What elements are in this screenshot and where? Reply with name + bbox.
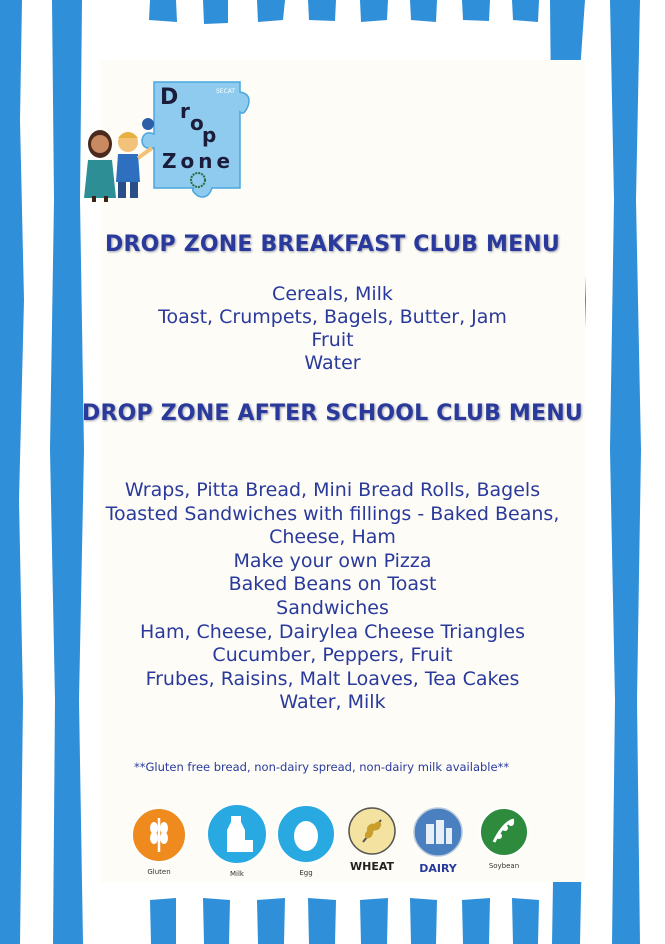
allergen-milk — [205, 802, 269, 878]
allergen-label: Soybean — [488, 862, 520, 870]
list-item: Sandwiches — [276, 596, 389, 619]
after-school-heading: DROP ZONE AFTER SCHOOL CLUB MENU — [82, 401, 583, 426]
secat-badge: SECAT — [216, 88, 236, 95]
wheat-icon — [347, 806, 397, 856]
svg-text:p: p — [202, 123, 217, 147]
list-item: Cereals, Milk — [272, 283, 393, 305]
list-item: Frubes, Raisins, Malt Loaves, Tea Cakes — [145, 667, 520, 690]
wheat-icon — [130, 806, 188, 864]
allergen-gluten — [130, 806, 188, 876]
allergen-egg — [275, 803, 337, 877]
list-item: Water, Milk — [279, 691, 386, 714]
list-item: Toasted Sandwiches with fillings - Baked Beans, — [105, 502, 560, 525]
milk-bottle-icon — [205, 802, 269, 866]
breakfast-menu-list — [0, 283, 665, 375]
allergen-label: WHEAT — [349, 860, 395, 873]
list-item: Cheese, Ham — [269, 526, 396, 549]
list-item: Water — [304, 352, 361, 374]
milk-bottles-icon — [412, 806, 464, 858]
list-item: Wraps, Pitta Bread, Mini Bread Rolls, Bagels — [124, 479, 541, 501]
svg-text:o: o — [190, 111, 204, 135]
egg-icon — [275, 803, 337, 865]
allergen-wheat — [346, 806, 398, 873]
allergen-label: DAIRY — [419, 862, 457, 875]
svg-text:r: r — [180, 99, 190, 123]
after-school-menu-list — [0, 479, 665, 715]
svg-text:Zone: Zone — [162, 149, 235, 173]
allergen-label: Egg — [299, 869, 313, 877]
list-item: Fruit — [311, 329, 354, 351]
allergen-soybean — [477, 806, 531, 870]
soybean-icon — [478, 806, 530, 858]
list-item: Make your own Pizza — [233, 549, 432, 572]
allergen-label: Milk — [230, 870, 244, 878]
list-item: Ham, Cheese, Dairylea Cheese Triangles — [140, 620, 525, 643]
breakfast-heading: DROP ZONE BREAKFAST CLUB MENU — [105, 232, 560, 257]
list-item: Baked Beans on Toast — [228, 573, 437, 596]
list-item: Cucumber, Peppers, Fruit — [212, 644, 453, 667]
drop-zone-logo — [76, 78, 252, 204]
puzzle-piece-icon — [142, 82, 249, 197]
dietary-note: **Gluten free bread, non-dairy spread, non-dairy milk available** — [134, 760, 510, 774]
allergen-label: Gluten — [147, 868, 171, 876]
list-item: Toast, Crumpets, Bagels, Butter, Jam — [158, 306, 507, 328]
svg-text:D: D — [160, 85, 179, 110]
allergen-dairy — [412, 806, 464, 875]
